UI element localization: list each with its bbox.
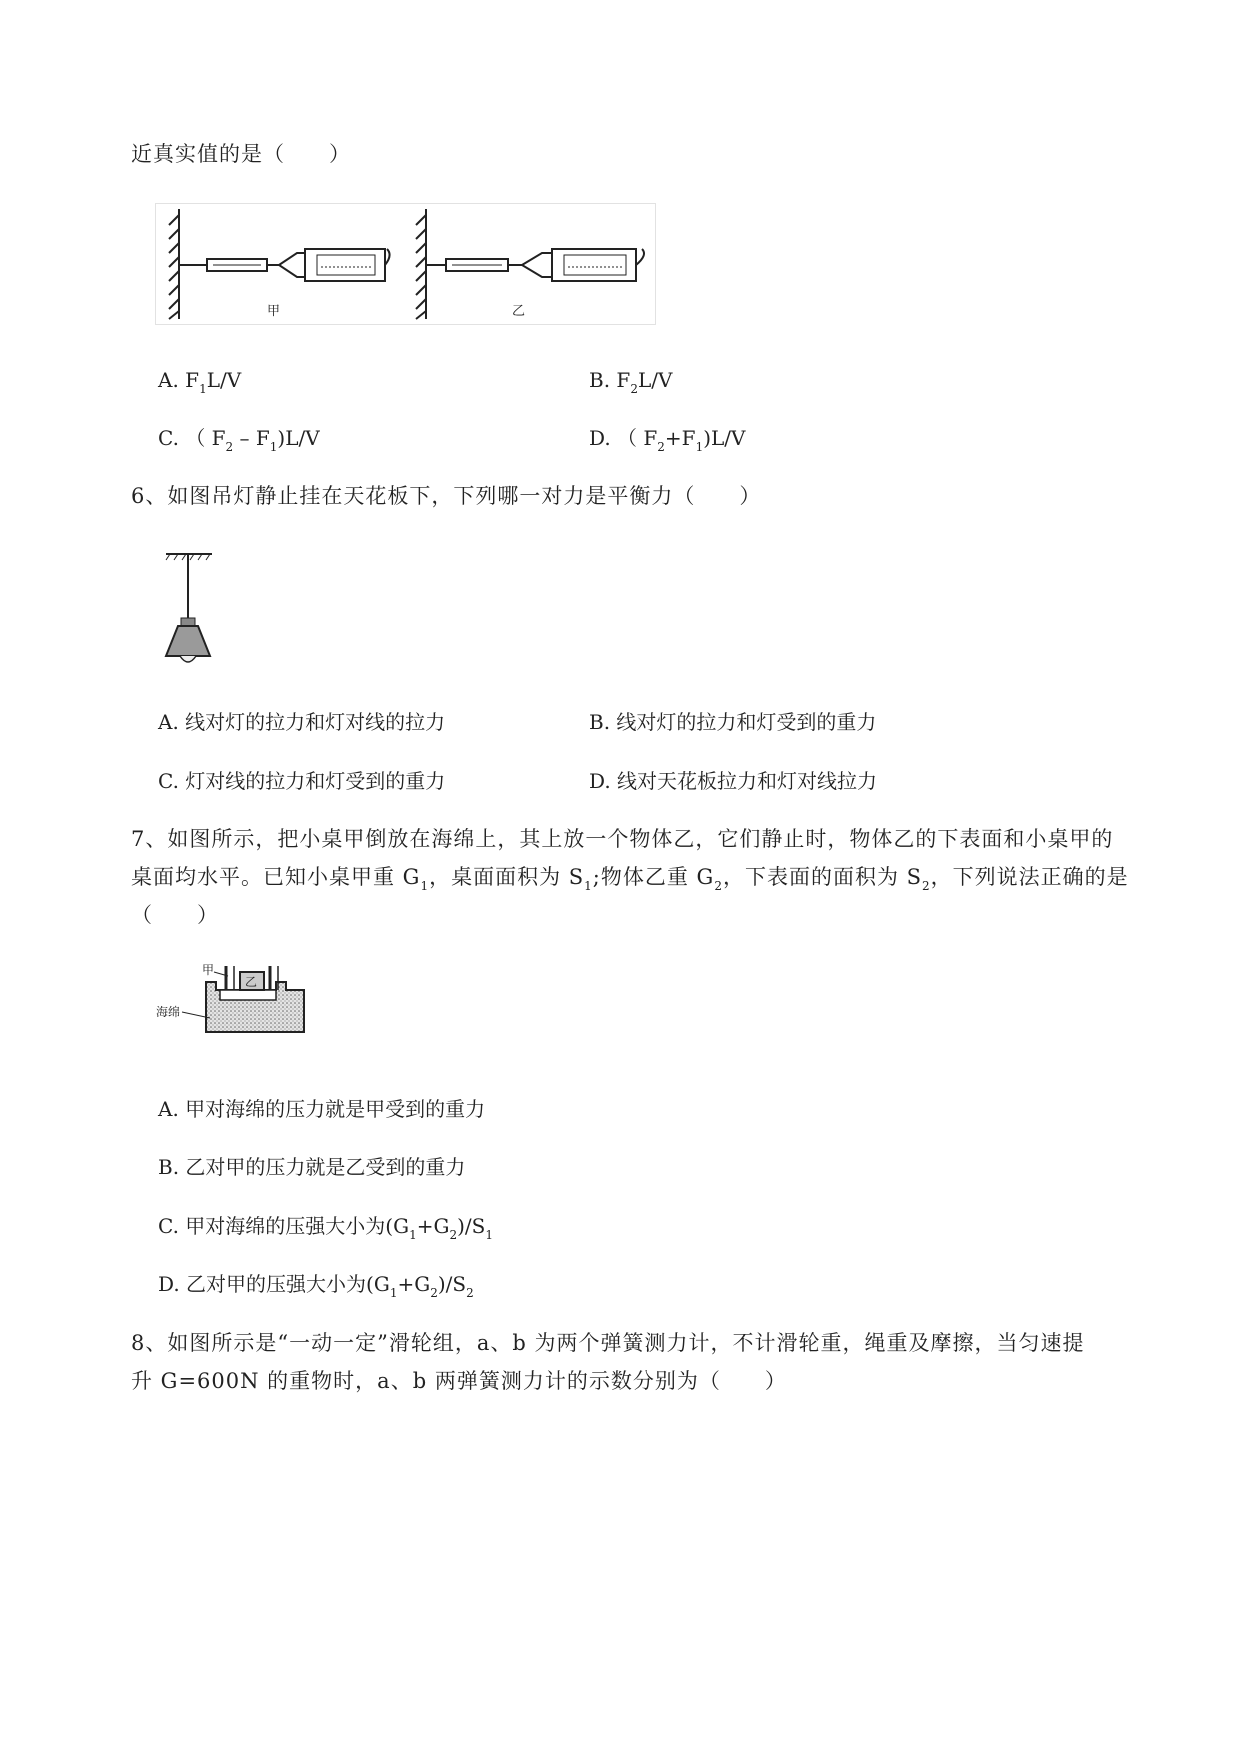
figure-label-yi-block: 乙 xyxy=(245,975,258,989)
q5-option-d[interactable]: D. （ $F_2+F_1)L/V$ xyxy=(589,426,746,454)
q6-option-c[interactable]: C. 灯对线的拉力和灯受到的重力 xyxy=(158,769,446,793)
q7-option-b[interactable]: B. 乙对甲的压力就是乙受到的重力 xyxy=(158,1155,466,1179)
q5-stem-tail: 近真实值的是（ ） xyxy=(131,142,351,166)
q7-stem-line-1: 7、如图所示，把小桌甲倒放在海绵上，其上放一个物体乙，它们静止时，物体乙的下表面和小桌甲的 xyxy=(131,827,1114,851)
spring-scale-setup-jia xyxy=(169,209,390,319)
q5-spring-scale-figure xyxy=(155,203,657,327)
q7-stem-line-3: （ ） xyxy=(131,903,219,927)
figure-label-jia-table: 甲 xyxy=(202,963,215,977)
table-on-sponge-figure xyxy=(154,962,306,1034)
q5-option-b[interactable]: B. $F_2L/V$ xyxy=(589,368,673,396)
q7-option-d[interactable]: D. 乙对甲的压强大小为$(G_1+G_2)/S_2$ xyxy=(158,1272,474,1300)
q7-option-c[interactable]: C. 甲对海绵的压强大小为$(G_1+G_2)/S_1$ xyxy=(158,1214,493,1242)
hanging-lamp-figure xyxy=(160,550,216,668)
q8-stem-line-1: 8、如图所示是“一动一定”滑轮组，a、b 为两个弹簧测力计，不计滑轮重，绳重及摩擦，当匀速提 xyxy=(131,1331,1085,1355)
q6-stem: 6、如图吊灯静止挂在天花板下，下列哪一对力是平衡力（ ） xyxy=(131,484,762,508)
q7-option-a[interactable]: A. 甲对海绵的压力就是甲受到的重力 xyxy=(158,1097,486,1121)
figure-label-jia: 甲 xyxy=(267,304,281,319)
spring-scale-setup-yi xyxy=(416,209,644,319)
figure-label-yi: 乙 xyxy=(512,304,526,319)
q7-stem-line-2: 桌面均水平。已知小桌甲重 $G_1$，桌面面积为 $S_1$;物体乙重 $G_2$，下表面的面积为 $S_2$，下列说法正确的是 xyxy=(131,865,1129,893)
q5-option-a[interactable]: A. $F_1L/V$ xyxy=(158,368,242,396)
q6-option-b[interactable]: B. 线对灯的拉力和灯受到的重力 xyxy=(589,710,877,734)
q8-stem-line-2: 升 G=600N 的重物时，a、b 两弹簧测力计的示数分别为（ ） xyxy=(131,1369,787,1393)
q6-option-d[interactable]: D. 线对天花板拉力和灯对线拉力 xyxy=(589,769,878,793)
q6-option-a[interactable]: A. 线对灯的拉力和灯对线的拉力 xyxy=(158,710,446,734)
figure-label-sponge: 海绵 xyxy=(156,1005,181,1019)
q5-option-c[interactable]: C. （ $F_2 - F_1)L/V$ xyxy=(158,426,320,454)
